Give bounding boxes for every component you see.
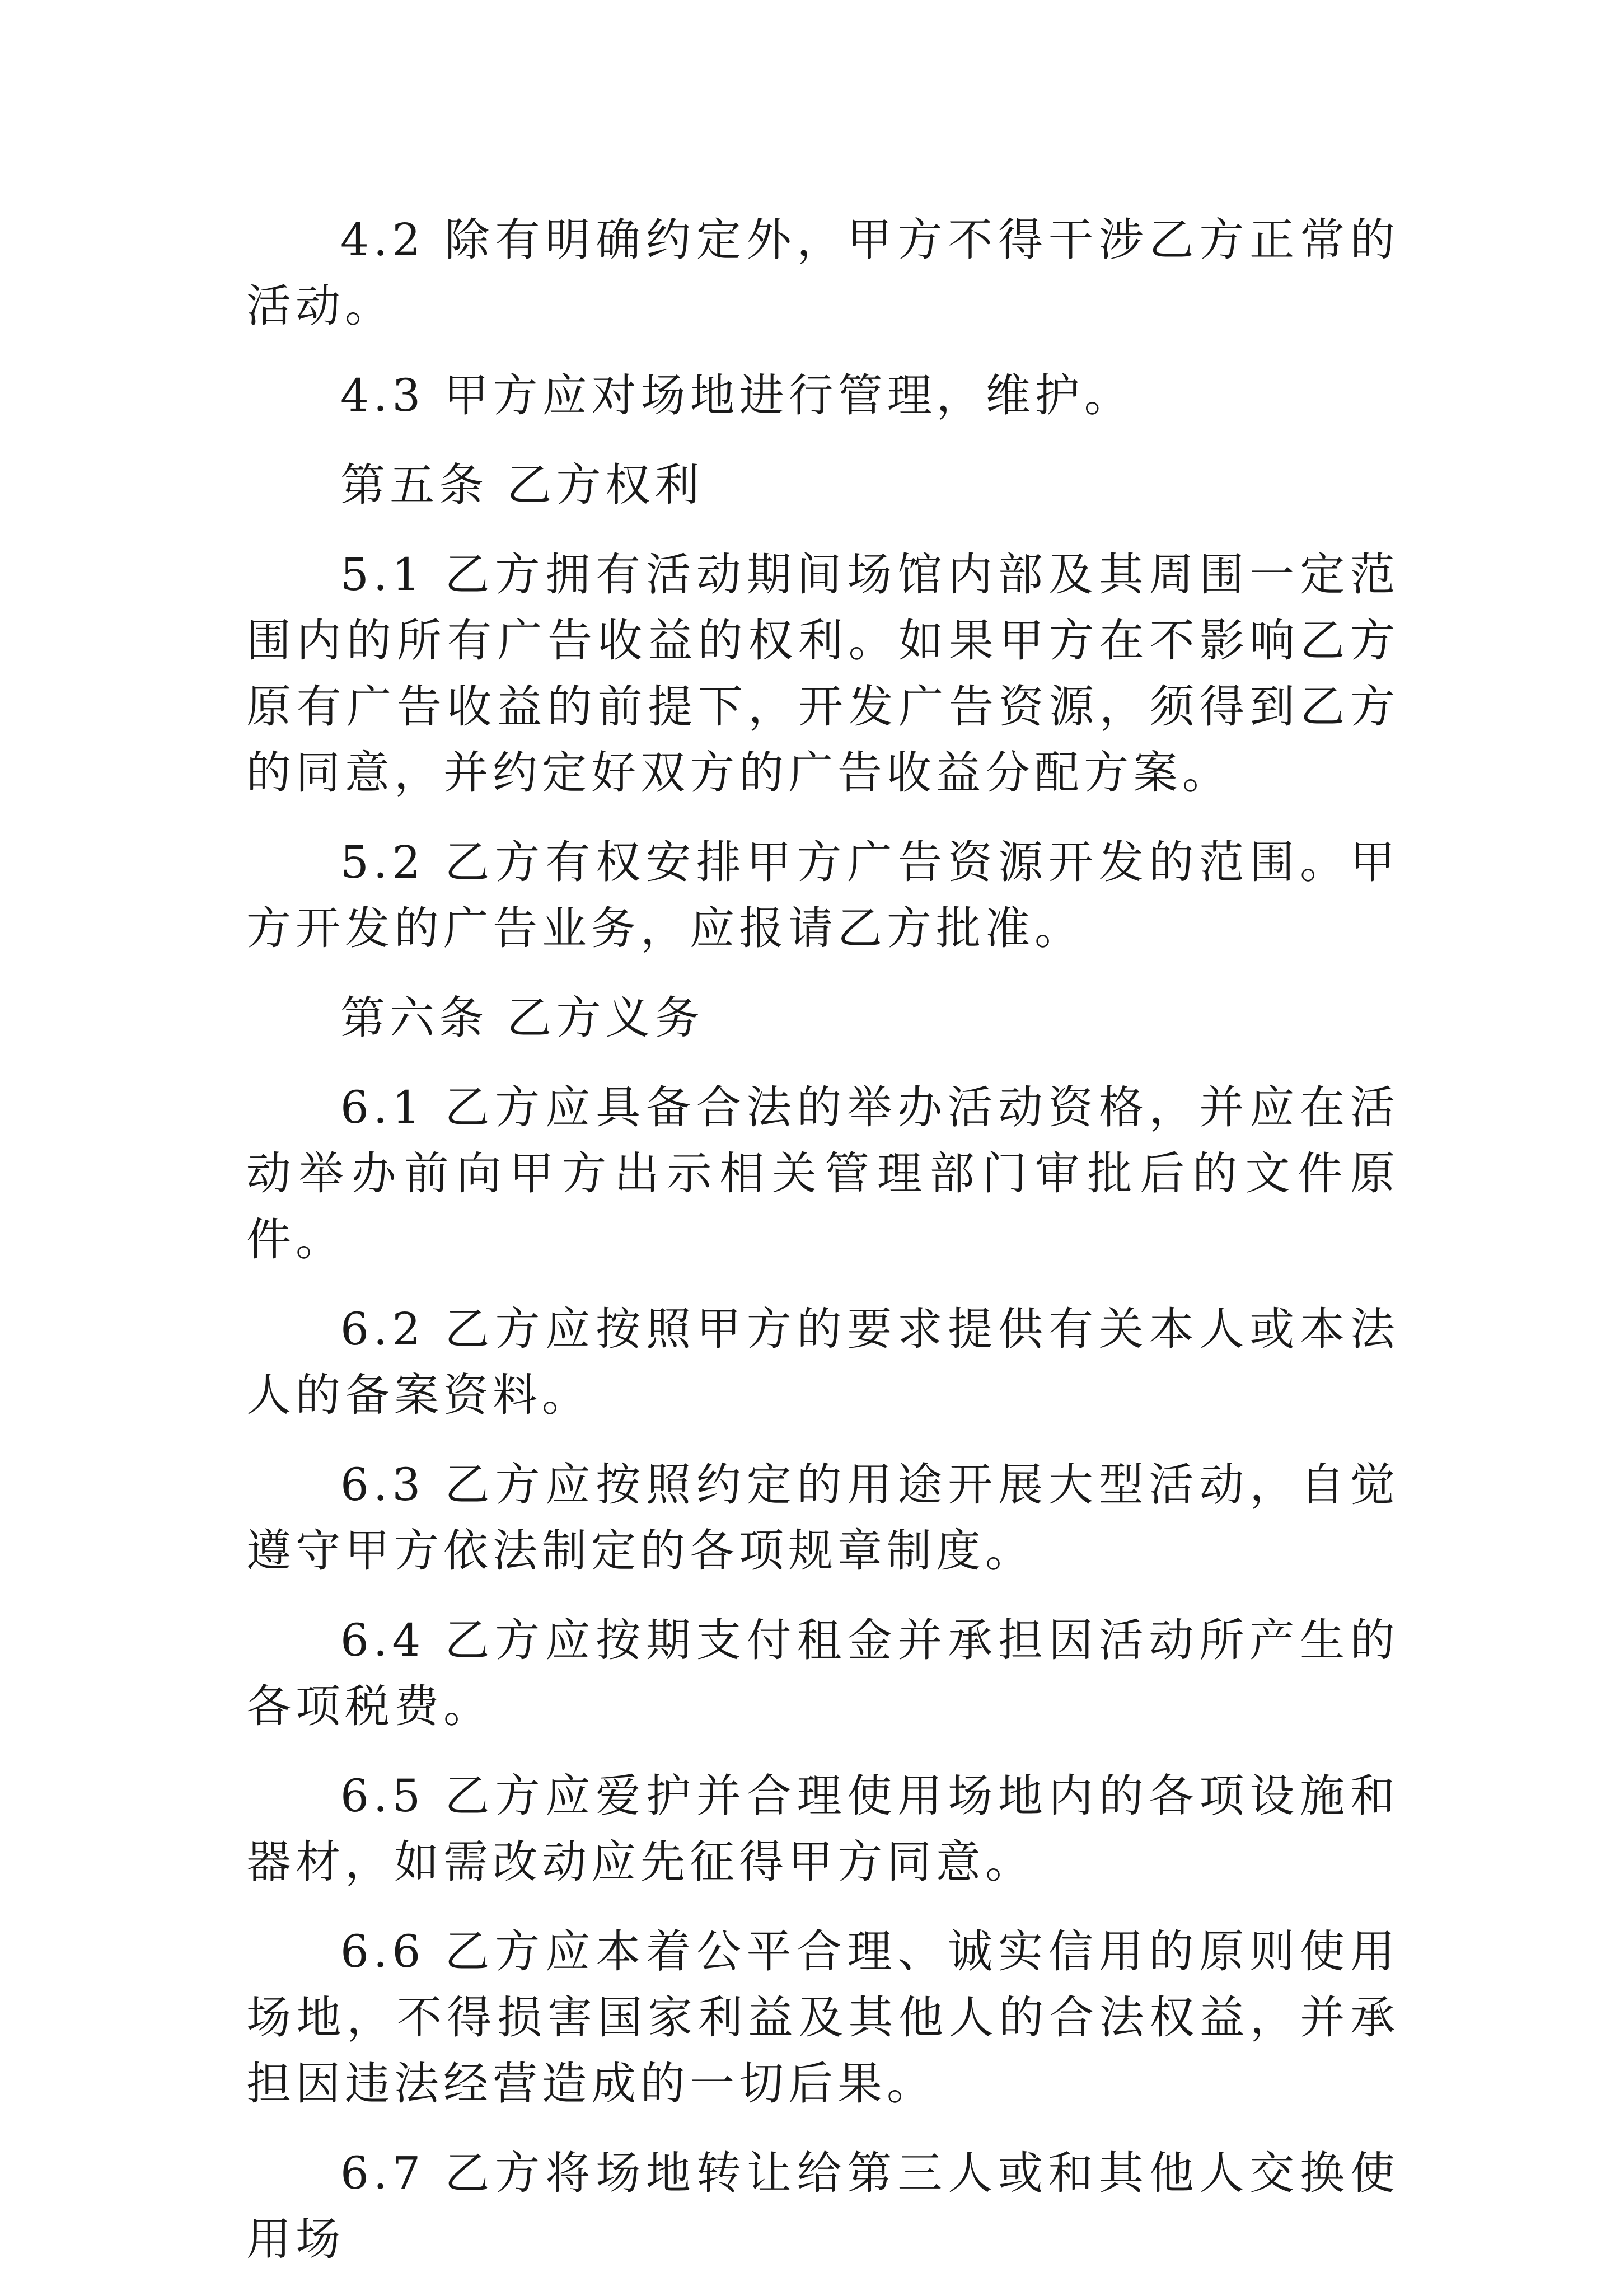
- clause-5-2: 5.2 乙方有权安排甲方广告资源开发的范围。甲方开发的广告业务，应报请乙方批准。: [246, 836, 1399, 954]
- clause-6-1: 6.1 乙方应具备合法的举办活动资格，并应在活动举办前向甲方出示相关管理部门审批后的文件原件。: [246, 1081, 1399, 1266]
- clause-5-1: 5.1 乙方拥有活动期间场馆内部及其周围一定范围内的所有广告收益的权利。如果甲方在不影响乙方原有广告收益的前提下，开发广告资源，须得到乙方的同意，并约定好双方的广告收益分配方案。: [246, 549, 1399, 799]
- document-body: [246, 207, 1399, 2296]
- article-5-heading: 第五条 乙方权利: [340, 459, 704, 511]
- clause-6-5: 6.5 乙方应爱护并合理使用场地内的各项设施和器材，如需改动应先征得甲方同意。: [246, 1770, 1399, 1888]
- clause-6-2: 6.2 乙方应按照甲方的要求提供有关本人或本法人的备案资料。: [246, 1303, 1399, 1421]
- clause-6-7: 6.7 乙方将场地转让给第三人或和其他人交换使用场: [246, 2147, 1399, 2265]
- clause-6-4: 6.4 乙方应按期支付租金并承担因活动所产生的各项税费。: [246, 1614, 1399, 1732]
- clause-4-3: 4.3 甲方应对场地进行管理，维护。: [340, 369, 1134, 421]
- clause-6-3: 6.3 乙方应按照约定的用途开展大型活动，自觉遵守甲方依法制定的各项规章制度。: [246, 1459, 1399, 1577]
- article-6-heading: 第六条 乙方义务: [340, 992, 704, 1044]
- clause-6-6: 6.6 乙方应本着公平合理、诚实信用的原则使用场地，不得损害国家利益及其他人的合法权益，并承担因违法经营造成的一切后果。: [246, 1925, 1399, 2110]
- clause-4-2: 4.2 除有明确约定外，甲方不得干涉乙方正常的活动。: [246, 214, 1399, 332]
